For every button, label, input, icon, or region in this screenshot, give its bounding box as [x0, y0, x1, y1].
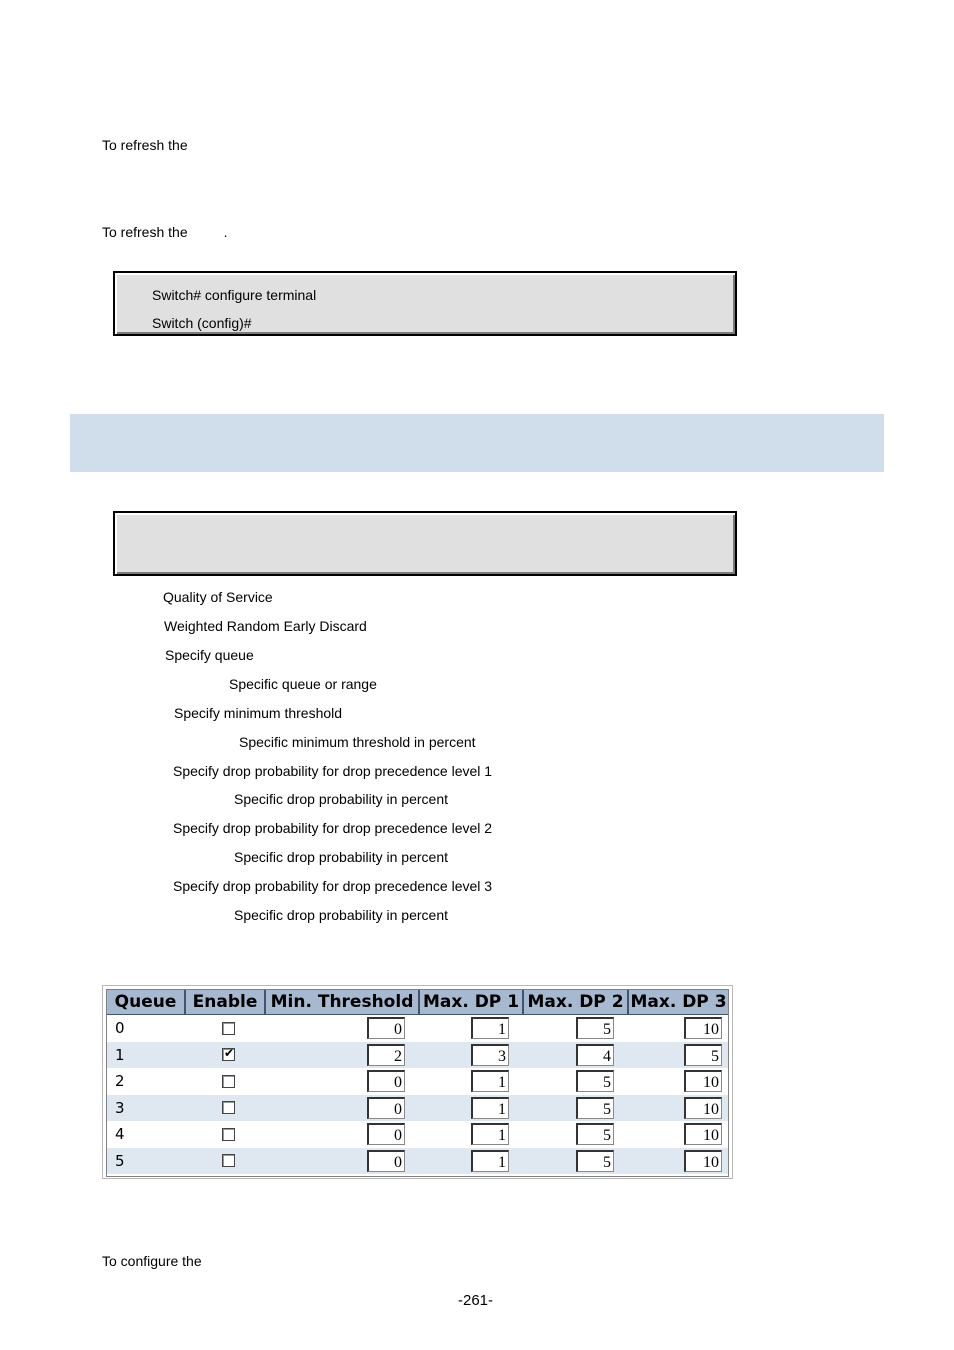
param-description: Specify queue	[165, 647, 254, 663]
column-header-max-dp2: Max. DP 2	[523, 990, 628, 1015]
queue-id-cell: 2	[107, 1068, 185, 1095]
table-row	[107, 1015, 728, 1042]
param-description: Specify minimum threshold	[174, 705, 343, 721]
column-header-enable: Enable	[185, 990, 265, 1015]
max-dp3-cell	[628, 1148, 728, 1175]
min-threshold-cell	[265, 1068, 419, 1095]
max-dp2-cell	[523, 1068, 628, 1095]
param-description: Specify drop probability for drop precedence level 1	[173, 763, 493, 779]
param-description: Quality of Service	[163, 589, 273, 605]
max-dp3-input[interactable]: 10	[684, 1150, 722, 1172]
min-threshold-input[interactable]: 0	[367, 1017, 405, 1039]
min-threshold-input[interactable]: 0	[367, 1097, 405, 1119]
max-dp1-cell	[419, 1148, 523, 1175]
max-dp1-cell	[419, 1068, 523, 1095]
min-threshold-input[interactable]: 0	[367, 1123, 405, 1145]
intro-text-2	[102, 224, 228, 240]
max-dp1-input[interactable]: 3	[471, 1044, 509, 1066]
column-header-max-dp3: Max. DP 3	[628, 990, 728, 1015]
enable-cell	[185, 1148, 265, 1175]
max-dp1-cell	[419, 1015, 523, 1042]
max-dp2-input[interactable]: 5	[576, 1150, 614, 1172]
table-row	[107, 1121, 728, 1148]
max-dp2-cell	[523, 1121, 628, 1148]
enable-cell	[185, 1042, 265, 1069]
table-row	[107, 1095, 728, 1122]
queue-id-cell: 1	[107, 1042, 185, 1069]
min-threshold-cell	[265, 1121, 419, 1148]
param-description: Specify drop probability for drop precedence level 3	[173, 878, 493, 894]
command-line-1: Switch# configure terminal	[152, 287, 317, 303]
max-dp1-input[interactable]: 1	[471, 1123, 509, 1145]
max-dp2-input[interactable]: 5	[576, 1123, 614, 1145]
param-description: Specific queue or range	[229, 676, 377, 692]
min-threshold-cell	[265, 1148, 419, 1175]
min-threshold-cell	[265, 1095, 419, 1122]
queue-id-cell: 0	[107, 1015, 185, 1042]
max-dp3-input[interactable]: 10	[684, 1017, 722, 1039]
enable-checkbox[interactable]	[222, 1022, 235, 1035]
max-dp1-input[interactable]: 1	[471, 1097, 509, 1119]
min-threshold-cell	[265, 1042, 419, 1069]
max-dp2-cell	[523, 1095, 628, 1122]
max-dp3-cell	[628, 1121, 728, 1148]
table-header-row	[107, 990, 728, 1015]
command-example-box	[113, 271, 737, 336]
min-threshold-input[interactable]: 0	[367, 1150, 405, 1172]
section-heading-banner	[70, 414, 884, 472]
max-dp3-input[interactable]: 10	[684, 1123, 722, 1145]
max-dp2-cell	[523, 1042, 628, 1069]
max-dp1-input[interactable]: 1	[471, 1150, 509, 1172]
page-number: -261-	[458, 1292, 494, 1309]
table-row	[107, 1148, 728, 1175]
queue-id-cell: 5	[107, 1148, 185, 1175]
table-row	[107, 1068, 728, 1095]
min-threshold-input[interactable]: 2	[367, 1044, 405, 1066]
command-line-2: Switch (config)#	[152, 315, 252, 331]
enable-cell	[185, 1121, 265, 1148]
param-description: Specify drop probability for drop precedence level 2	[173, 820, 493, 836]
max-dp2-input[interactable]: 5	[576, 1070, 614, 1092]
column-header-min-threshold: Min. Threshold	[265, 990, 419, 1015]
configure-text: To configure the	[102, 1253, 202, 1269]
enable-checkbox[interactable]	[222, 1154, 235, 1167]
table-row	[107, 1042, 728, 1069]
intro-text-2-tail: .	[223, 224, 228, 240]
max-dp3-cell	[628, 1015, 728, 1042]
wred-queue-table	[107, 990, 728, 1174]
enable-cell	[185, 1068, 265, 1095]
enable-checkbox[interactable]	[222, 1101, 235, 1114]
max-dp1-input[interactable]: 1	[471, 1070, 509, 1092]
checkmark-icon: ✔	[224, 1046, 235, 1061]
max-dp3-cell	[628, 1042, 728, 1069]
max-dp1-cell	[419, 1121, 523, 1148]
max-dp2-cell	[523, 1015, 628, 1042]
queue-id-cell: 4	[107, 1121, 185, 1148]
max-dp3-input[interactable]: 10	[684, 1097, 722, 1119]
param-description: Specific drop probability in percent	[234, 849, 449, 865]
max-dp3-cell	[628, 1095, 728, 1122]
queue-id-cell: 3	[107, 1095, 185, 1122]
max-dp2-input[interactable]: 5	[576, 1017, 614, 1039]
max-dp3-cell	[628, 1068, 728, 1095]
max-dp3-input[interactable]: 5	[684, 1044, 722, 1066]
param-description: Weighted Random Early Discard	[164, 618, 367, 634]
max-dp2-input[interactable]: 5	[576, 1097, 614, 1119]
intro-text-1: To refresh the	[102, 137, 188, 153]
param-description: Specific drop probability in percent	[234, 791, 449, 807]
min-threshold-input[interactable]: 0	[367, 1070, 405, 1092]
max-dp1-cell	[419, 1042, 523, 1069]
max-dp1-input[interactable]: 1	[471, 1017, 509, 1039]
enable-checkbox[interactable]	[222, 1128, 235, 1141]
max-dp2-cell	[523, 1148, 628, 1175]
min-threshold-cell	[265, 1015, 419, 1042]
column-header-queue: Queue	[107, 990, 185, 1015]
intro-text-2-label: To refresh the	[102, 224, 188, 240]
syntax-box	[113, 511, 737, 576]
column-header-max-dp1: Max. DP 1	[419, 990, 523, 1015]
param-description: Specific drop probability in percent	[234, 907, 449, 923]
enable-cell	[185, 1095, 265, 1122]
enable-checkbox[interactable]	[222, 1048, 235, 1061]
max-dp3-input[interactable]: 10	[684, 1070, 722, 1092]
wred-config-screenshot	[102, 985, 733, 1179]
max-dp1-cell	[419, 1095, 523, 1122]
param-description: Specific minimum threshold in percent	[239, 734, 476, 750]
enable-cell	[185, 1015, 265, 1042]
enable-checkbox[interactable]	[222, 1075, 235, 1088]
max-dp2-input[interactable]: 4	[576, 1044, 614, 1066]
